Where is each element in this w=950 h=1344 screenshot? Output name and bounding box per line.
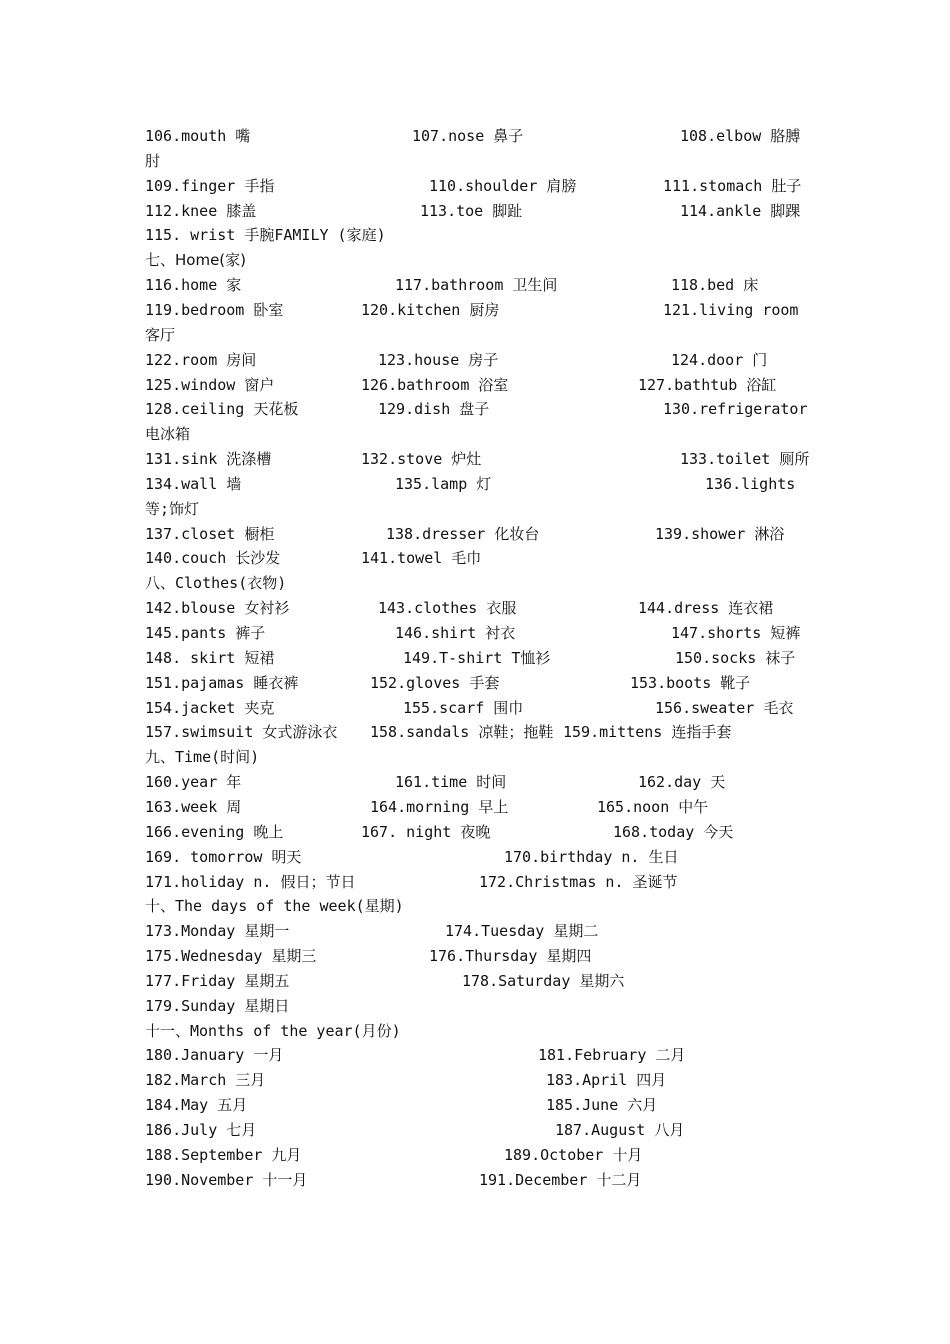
vocab-entry: 187.August 八月 <box>555 1121 685 1139</box>
vocab-entry: 181.February 二月 <box>538 1046 686 1065</box>
vocab-line <box>0 223 950 248</box>
vocab-entry: 155.scarf 围巾 <box>403 698 524 717</box>
vocab-entry: 169. tomorrow 明天 <box>145 847 302 866</box>
vocab-entry: 134.wall 墙 <box>145 474 242 493</box>
vocab-entry: 156.sweater 毛衣 <box>655 698 794 717</box>
vocab-line <box>0 845 950 870</box>
vocab-entry: 131.sink 洗涤槽 <box>145 450 272 469</box>
vocab-entry: 139.shower 淋浴 <box>655 524 785 543</box>
vocab-line <box>0 373 950 398</box>
section-heading-line <box>0 894 950 919</box>
vocab-entry: 180.January 一月 <box>145 1046 284 1065</box>
vocab-entry: 163.week 周 <box>145 797 242 816</box>
vocab-entry: 141.towel 毛巾 <box>361 549 482 568</box>
vocab-entry: 164.morning 早上 <box>370 797 509 816</box>
section-heading: 七、Home(家) <box>145 251 247 270</box>
vocab-line <box>0 447 950 472</box>
vocab-line <box>0 472 950 497</box>
vocab-line <box>0 621 950 646</box>
vocab-entry: 178.Saturday 星期六 <box>462 971 625 990</box>
vocab-line <box>0 1168 950 1193</box>
vocab-entry: 123.house 房子 <box>378 350 499 369</box>
vocab-entry: 电冰箱 <box>145 425 191 444</box>
vocab-entry: 154.jacket 夹克 <box>145 698 275 717</box>
vocab-entry: 133.toilet 厕所 <box>680 450 810 469</box>
vocab-entry: 146.shirt 衬衣 <box>395 624 516 642</box>
vocab-entry: 170.birthday n. 生日 <box>504 847 679 866</box>
section-heading: 十一、Months of the year(月份) <box>145 1021 401 1040</box>
vocab-entry: 179.Sunday 星期日 <box>145 996 290 1015</box>
vocab-entry: 125.window 窗户 <box>145 375 275 394</box>
vocab-entry: 145.pants 裤子 <box>145 624 266 642</box>
vocab-entry: 190.November 十一月 <box>145 1170 308 1189</box>
vocab-line <box>0 919 950 944</box>
vocab-line <box>0 298 950 323</box>
vocab-entry: 127.bathtub 浴缸 <box>638 375 777 394</box>
vocab-entry: 106.mouth 嘴 <box>145 127 251 145</box>
vocab-entry: 152.gloves 手套 <box>370 673 500 692</box>
vocab-line <box>0 422 950 447</box>
vocab-entry: 119.bedroom 卧室 <box>145 300 284 319</box>
vocab-entry: 143.clothes 衣服 <box>378 599 517 618</box>
vocab-line <box>0 969 950 994</box>
vocab-entry: 135.lamp 灯 <box>395 474 492 493</box>
vocab-entry: 126.bathroom 浴室 <box>361 375 509 394</box>
vocab-entry: 109.finger 手指 <box>145 176 275 195</box>
vocab-entry: 184.May 五月 <box>145 1096 248 1115</box>
vocab-line <box>0 1068 950 1093</box>
vocab-line <box>0 174 950 199</box>
vocab-entry: 168.today 今天 <box>613 822 734 841</box>
vocab-entry: 188.September 九月 <box>145 1145 302 1164</box>
vocab-entry: 174.Tuesday 星期二 <box>445 922 599 941</box>
vocab-entry: 等;饰灯 <box>145 499 200 518</box>
vocab-line <box>0 770 950 795</box>
vocab-line <box>0 149 950 174</box>
vocab-entry: 165.noon 中午 <box>597 797 709 816</box>
section-heading-line <box>0 1019 950 1044</box>
vocab-entry: 113.toe 脚趾 <box>420 201 523 220</box>
vocab-line <box>0 546 950 571</box>
vocab-entry: 150.socks 袜子 <box>675 648 796 667</box>
vocab-line <box>0 323 950 348</box>
vocab-entry: 147.shorts 短裤 <box>671 624 801 642</box>
vocab-entry: 117.bathroom 卫生间 <box>395 276 558 295</box>
vocab-entry: 138.dresser 化妆台 <box>386 524 540 543</box>
vocab-entry: 160.year 年 <box>145 773 242 792</box>
vocab-line <box>0 696 950 721</box>
vocab-line <box>0 596 950 621</box>
vocab-line <box>0 994 950 1019</box>
section-heading: 八、Clothes(衣物) <box>145 574 287 593</box>
vocab-line <box>0 348 950 373</box>
vocab-entry: 148. skirt 短裙 <box>145 648 275 667</box>
vocab-entry: 173.Monday 星期一 <box>145 922 290 941</box>
vocab-entry: 112.knee 膝盖 <box>145 201 257 220</box>
vocab-entry: 158.sandals 凉鞋；拖鞋 <box>370 723 554 742</box>
vocab-entry: 116.home 家 <box>145 276 242 295</box>
vocab-line <box>0 944 950 969</box>
vocab-entry: 166.evening 晚上 <box>145 822 284 841</box>
vocab-entry: 191.December 十二月 <box>479 1170 642 1189</box>
vocab-line <box>0 273 950 298</box>
vocab-line <box>0 199 950 224</box>
vocab-entry: 137.closet 橱柜 <box>145 524 275 543</box>
section-heading: 十、The days of the week(星期) <box>145 897 404 916</box>
vocab-entry: 124.door 门 <box>671 350 768 369</box>
vocab-entry: 153.boots 靴子 <box>630 673 751 692</box>
vocab-line <box>0 397 950 422</box>
vocab-entry: 172.Christmas n. 圣诞节 <box>479 872 678 891</box>
vocab-entry: 130.refrigerator <box>663 400 808 419</box>
section-heading-line <box>0 571 950 596</box>
vocab-line <box>0 1093 950 1118</box>
section-heading-line <box>0 745 950 770</box>
vocab-entry: 144.dress 连衣裙 <box>638 599 774 618</box>
vocab-line <box>0 497 950 522</box>
vocab-entry: 171.holiday n. 假日；节日 <box>145 872 356 891</box>
vocab-line <box>0 720 950 745</box>
vocab-entry: 110.shoulder 肩膀 <box>429 176 577 195</box>
vocab-line <box>0 522 950 547</box>
vocab-entry: 175.Wednesday 星期三 <box>145 947 317 966</box>
vocab-entry: 182.March 三月 <box>145 1071 266 1090</box>
vocab-entry: 162.day 天 <box>638 773 726 792</box>
section-heading: 九、Time(时间) <box>145 748 260 767</box>
vocab-entry: 142.blouse 女衬衫 <box>145 599 290 618</box>
vocab-entry: 176.Thursday 星期四 <box>429 947 592 966</box>
vocab-entry: 115. wrist 手腕FAMILY (家庭) <box>145 226 386 245</box>
vocab-entry: 129.dish 盘子 <box>378 400 490 419</box>
vocab-line <box>0 1143 950 1168</box>
vocab-entry: 183.April 四月 <box>546 1071 667 1090</box>
vocab-entry: 136.lights <box>705 474 796 493</box>
vocab-entry: 140.couch 长沙发 <box>145 549 281 568</box>
vocab-entry: 108.elbow 胳膊 <box>680 127 801 145</box>
vocab-entry: 121.living room <box>663 300 799 319</box>
vocab-entry: 185.June 六月 <box>546 1096 658 1115</box>
vocab-line <box>0 124 950 149</box>
vocab-entry: 128.ceiling 天花板 <box>145 400 299 419</box>
vocab-line <box>0 1118 950 1143</box>
vocab-entry: 122.room 房间 <box>145 350 257 369</box>
vocab-entry: 177.Friday 星期五 <box>145 971 290 990</box>
vocab-line <box>0 671 950 696</box>
vocab-entry: 132.stove 炉灶 <box>361 450 482 469</box>
section-heading-line <box>0 248 950 273</box>
vocab-entry: 118.bed 床 <box>671 276 759 295</box>
vocab-entry: 120.kitchen 厨房 <box>361 300 500 319</box>
vocab-entry: 167. night 夜晚 <box>361 822 491 841</box>
vocab-line <box>0 795 950 820</box>
vocab-entry: 111.stomach 肚子 <box>663 176 802 195</box>
vocab-line <box>0 646 950 671</box>
vocab-entry: 161.time 时间 <box>395 773 507 792</box>
vocab-entry: 157.swimsuit 女式游泳衣 <box>145 723 338 742</box>
vocab-entry: 149.T-shirt T恤衫 <box>403 648 551 667</box>
vocab-entry: 186.July 七月 <box>145 1121 257 1139</box>
vocab-line <box>0 1043 950 1068</box>
vocab-entry: 114.ankle 脚踝 <box>680 201 801 220</box>
vocab-entry: 151.pajamas 睡衣裤 <box>145 673 299 692</box>
vocab-line <box>0 870 950 895</box>
vocab-entry: 肘 <box>145 151 161 170</box>
vocab-entry: 189.October 十月 <box>504 1145 643 1164</box>
vocab-line <box>0 820 950 845</box>
vocab-entry: 159.mittens 连指手套 <box>563 723 732 742</box>
vocab-entry: 107.nose 鼻子 <box>412 127 524 145</box>
vocab-entry: 客厅 <box>145 325 176 344</box>
